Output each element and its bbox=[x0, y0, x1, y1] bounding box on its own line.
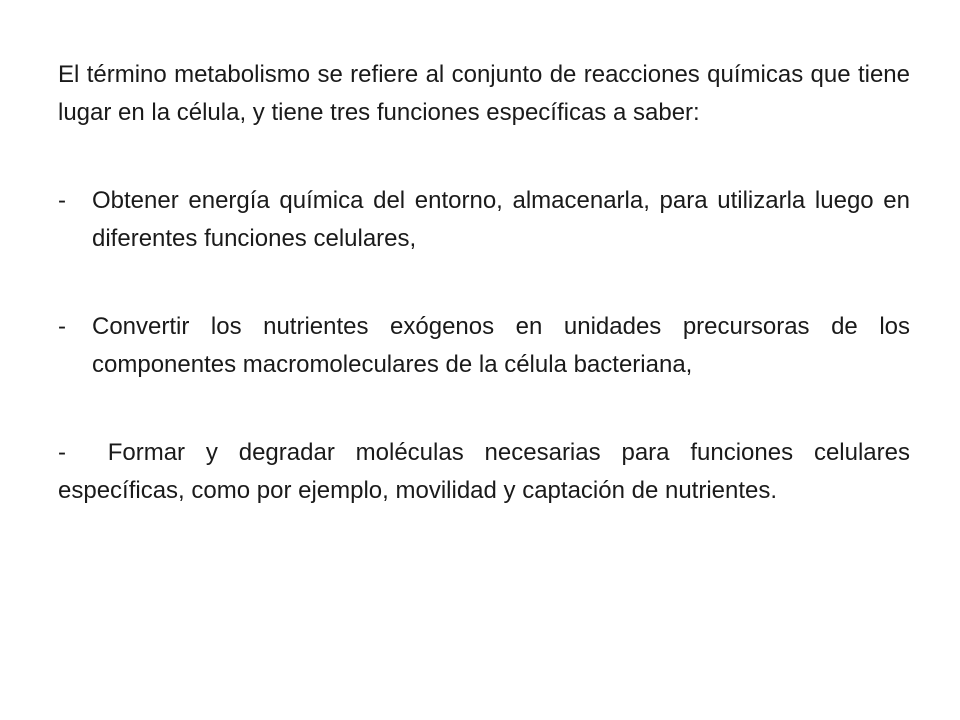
bullet-text: Convertir los nutrientes exógenos en unidades precursoras de los componentes macromoleculares de la célula bacteriana, bbox=[92, 313, 910, 378]
spacer bbox=[58, 132, 910, 182]
bullet-marker: - bbox=[58, 187, 66, 214]
bullet-item-1 bbox=[58, 182, 910, 258]
intro-paragraph: El término metabolismo se refiere al conjunto de reacciones químicas que tiene lugar en la célula, y tiene tres funciones específicas a saber: bbox=[58, 61, 910, 126]
bullet-item-2 bbox=[58, 308, 910, 384]
spacer bbox=[58, 258, 910, 308]
bullet-text: Obtener energía química del entorno, almacenarla, para utilizarla luego en diferentes funciones celulares, bbox=[92, 187, 910, 252]
spacer bbox=[58, 384, 910, 434]
bullet-item-3 bbox=[58, 434, 910, 510]
bullet-text: Formar y degradar moléculas necesarias para funciones celulares específicas, como por ejemplo, movilidad y captación de nutrientes. bbox=[58, 439, 910, 504]
slide-body bbox=[58, 56, 910, 510]
bullet-marker: - bbox=[58, 313, 66, 340]
bullet-marker: - bbox=[58, 439, 66, 466]
